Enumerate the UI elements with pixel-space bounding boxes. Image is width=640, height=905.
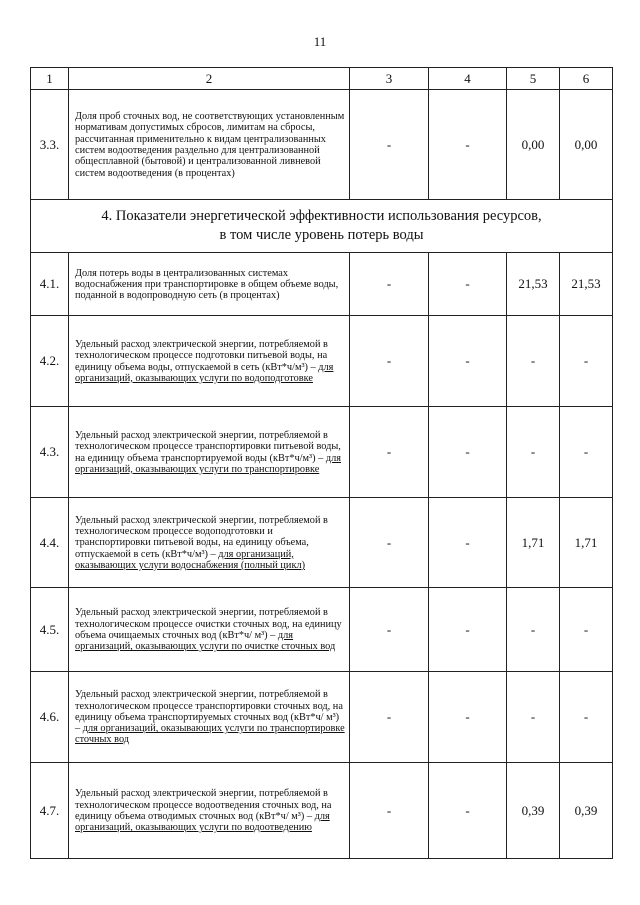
row-description — [69, 763, 350, 859]
value-col-6: - — [560, 316, 613, 407]
value-col-5: - — [507, 407, 560, 498]
row-number: 3.3. — [31, 90, 69, 200]
value-col-4: - — [429, 498, 507, 588]
table-row-4-4 — [31, 498, 613, 588]
value-col-5: 0,39 — [507, 763, 560, 859]
value-col-3: - — [350, 672, 429, 763]
table-row-4-2 — [31, 316, 613, 407]
value-col-6: - — [560, 407, 613, 498]
value-col-3: - — [350, 498, 429, 588]
table-row-4-7 — [31, 763, 613, 859]
row-description-applicability: для организаций, оказывающих услуги водоснабжения (полный цикл) — [75, 548, 306, 571]
value-col-4: - — [429, 407, 507, 498]
value-col-5: 21,53 — [507, 253, 560, 316]
value-col-5: - — [507, 316, 560, 407]
value-col-4: - — [429, 763, 507, 859]
value-col-5: - — [507, 672, 560, 763]
section-heading-row — [31, 200, 613, 253]
header-cell-6: 6 — [560, 68, 613, 90]
row-description — [69, 253, 350, 316]
value-col-4: - — [429, 672, 507, 763]
page-number: 11 — [313, 34, 327, 49]
header-cell-1: 1 — [31, 68, 69, 90]
value-col-5: - — [507, 588, 560, 672]
header-row — [31, 68, 613, 90]
row-description — [69, 90, 350, 200]
row-description-text: Удельный расход электрической энергии, потребляемой в технологическом процессе очистки сточных вод, на единицу объема очищаемых сточных вод (кВт*ч/ м³) – — [75, 607, 342, 641]
value-col-6: 1,71 — [560, 498, 613, 588]
row-description-applicability: для организаций, оказывающих услуги по очистке сточных вод — [75, 630, 336, 653]
table-row-4-1 — [31, 253, 613, 316]
header-cell-5: 5 — [507, 68, 560, 90]
row-description-text: Удельный расход электрической энергии, потребляемой в технологическом процессе транспортировки питьевой воды, на единицу объема транспортируемой воды (кВт*ч/м³) – — [75, 429, 341, 464]
row-number: 4.6. — [31, 672, 69, 763]
value-col-4: - — [429, 588, 507, 672]
table-row-4-5 — [31, 588, 613, 672]
section-heading — [31, 200, 613, 253]
value-col-3: - — [350, 763, 429, 859]
section-heading-line-2: в том числе уровень потерь воды — [219, 227, 424, 243]
row-description — [69, 498, 350, 588]
value-col-3: - — [350, 588, 429, 672]
row-description — [69, 316, 350, 407]
value-col-3: - — [350, 316, 429, 407]
row-description-text: Доля потерь воды в централизованных системах водоснабжения при транспортировке в общем объеме воды, поданной в водопроводную сеть (в процентах) — [75, 267, 339, 302]
row-number: 4.3. — [31, 407, 69, 498]
row-number: 4.2. — [31, 316, 69, 407]
value-col-6: 0,00 — [560, 90, 613, 200]
row-number: 4.5. — [31, 588, 69, 672]
row-description-text: Удельный расход электрической энергии, потребляемой в технологическом процессе водоподготовки и транспортировки питьевой воды, на единицу объема, отпускаемой в сеть (кВт*ч/м³) – — [75, 514, 328, 560]
value-col-4: - — [429, 90, 507, 200]
table-row-4-3 — [31, 407, 613, 498]
header-cell-3: 3 — [350, 68, 429, 90]
value-col-6: 0,39 — [560, 763, 613, 859]
table-row-4-6 — [31, 672, 613, 763]
row-description — [69, 407, 350, 498]
row-description — [69, 588, 350, 672]
row-description-applicability: для организаций, оказывающих услуги по водоподготовке — [75, 361, 334, 384]
value-col-5: 0,00 — [507, 90, 560, 200]
value-col-6: - — [560, 588, 613, 672]
value-col-6: 21,53 — [560, 253, 613, 316]
row-description-text: Доля проб сточных вод, не соответствующих установленным нормативам допустимых сбросов, лимитам на сбросы, рассчитанная применительно к видам централизованных систем водоотведения раздельно для централизованной общесплавной (бытовой) и централизованной ливневой систем водоотведения (в процентах) — [75, 111, 345, 179]
row-description-applicability: для организаций, оказывающих услуги по транспортировке сточных вод — [75, 723, 345, 746]
row-description-text: Удельный расход электрической энергии, потребляемой в технологическом процессе водоотведения сточных вод, на единицу объема отводимых сточных вод (кВт*ч/ м³) – — [75, 788, 332, 822]
row-description-text: Удельный расход электрической энергии, потребляемой в технологическом процессе транспортировки сточных вод, на единицу объема транспортируемых сточных вод (кВт*ч/ м³) – — [75, 689, 343, 735]
section-heading-line-1: 4. Показатели энергетической эффективности использования ресурсов, — [101, 208, 542, 224]
table-row-3-3 — [31, 90, 613, 200]
value-col-5: 1,71 — [507, 498, 560, 588]
value-col-3: - — [350, 90, 429, 200]
value-col-6: - — [560, 672, 613, 763]
indicators-table — [30, 67, 613, 859]
row-number: 4.1. — [31, 253, 69, 316]
row-number: 4.4. — [31, 498, 69, 588]
row-description — [69, 672, 350, 763]
value-col-3: - — [350, 407, 429, 498]
value-col-4: - — [429, 253, 507, 316]
value-col-3: - — [350, 253, 429, 316]
header-cell-4: 4 — [429, 68, 507, 90]
row-description-text: Удельный расход электрической энергии, потребляемой в технологическом процессе подготовки питьевой воды, на единицу объема воды, отпускаемой в сеть (кВт*ч/м³) – — [75, 338, 328, 373]
row-number: 4.7. — [31, 763, 69, 859]
row-description-applicability: для организаций, оказывающих услуги по водоотведению — [75, 811, 330, 834]
value-col-4: - — [429, 316, 507, 407]
row-description-applicability: для организаций, оказывающих услуги по транспортировке — [75, 452, 341, 475]
header-cell-2: 2 — [69, 68, 350, 90]
